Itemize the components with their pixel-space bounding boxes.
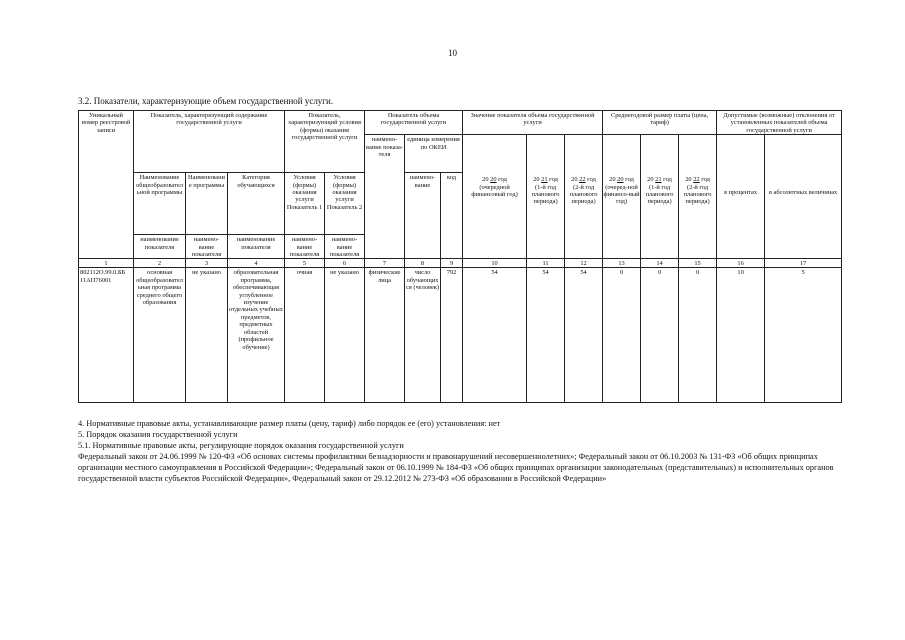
column-number: 11 <box>527 259 565 268</box>
year-col-12: 20 22 год (2-й год планового периода) <box>565 135 603 259</box>
row-fee-1: 0 <box>603 268 641 403</box>
header-volume-group: Показатель объема государственной услуги <box>365 111 463 135</box>
note-item: 4. Нормативные правовые акты, устанавливающие размер платы (цену, тариф) либо порядок ее (его) установления: нет <box>78 419 501 428</box>
row-fee-2: 0 <box>641 268 679 403</box>
row-dev-percent: 10 <box>717 268 765 403</box>
header-unit-code: код <box>441 173 463 259</box>
column-number: 1 <box>79 259 134 268</box>
column-number: 16 <box>717 259 765 268</box>
column-number: 5 <box>285 259 325 268</box>
header-col-program-name: Наименование программы <box>186 173 228 235</box>
notes-section <box>78 418 848 484</box>
header-content-group: Показатель, характеризующий содержание государственной услуги <box>134 111 285 173</box>
column-number: 4 <box>228 259 285 268</box>
header-unit: единица измерения по ОКЕИ <box>405 135 463 173</box>
header-unique-number: Уникальный номер реестровой записи <box>79 111 134 259</box>
table-row <box>79 268 842 403</box>
year-col-11: 20 21 год (1-й год планового периода) <box>527 135 565 259</box>
column-number: 6 <box>325 259 365 268</box>
header-indicator-name: наимено-вание показа-теля <box>365 135 405 259</box>
row-program-name: не указано <box>186 268 228 403</box>
column-number: 10 <box>463 259 527 268</box>
note-item: 5. Порядок оказания государственной услуги <box>78 430 238 439</box>
row-indicator: физические лица <box>365 268 405 403</box>
row-unit-name: число обучающихся (человек) <box>405 268 441 403</box>
row-form2: не указано <box>325 268 365 403</box>
header-dev-absolute: в абсолютных величинах <box>765 135 842 259</box>
year-col-14: 20 21 год (1-й год планового периода) <box>641 135 679 259</box>
header-col-category: Категория обучающихся <box>228 173 285 235</box>
row-unit-code: 792 <box>441 268 463 403</box>
row-category: образовательная программа, обеспечивающая углубленное изучение отдельных учебных предметов, предметных областей (профильное обучение) <box>228 268 285 403</box>
header-volume-value-group: Значение показателя объема государственной услуги <box>463 111 603 135</box>
row-value-2: 54 <box>527 268 565 403</box>
column-number: 17 <box>765 259 842 268</box>
row-form: очная <box>285 268 325 403</box>
page-number: 10 <box>448 48 457 58</box>
column-number: 9 <box>441 259 463 268</box>
header-sub-name-3: наименование показателя <box>228 235 285 259</box>
column-number: 12 <box>565 259 603 268</box>
row-fee-3: 0 <box>679 268 717 403</box>
column-number: 8 <box>405 259 441 268</box>
column-number: 7 <box>365 259 405 268</box>
volume-indicators-table <box>78 110 842 403</box>
row-value-1: 54 <box>463 268 527 403</box>
year-col-10: 20 20 год (очередной финансовый год) <box>463 135 527 259</box>
year-col-15: 20 22 год (2-й год планового периода) <box>679 135 717 259</box>
header-sub-name-1: наименование показателя <box>134 235 186 259</box>
note-item: Федеральный закон от 24.06.1999 № 120-ФЗ «Об основах системы профилактики безнадзорности и правонарушений несовершеннолетних»; Федеральный закон от 06.10.2003 № 131-ФЗ «Об общих принципах организации местного самоуправления в Российской Федерации»; Федеральный закон от 06.10.1999 № 184-ФЗ «Об общих принципах организации законодательных (представительных) и исполнительных органов государственной власти субъектов Российской Федерации», Федеральный закон от 29.12.2012 № 273-ФЗ «Об образовании в Российской Федерации» <box>78 452 834 483</box>
header-conditions-group: Показатель, характеризующий условия (формы) оказания государственной услуги <box>285 111 365 173</box>
row-code: 802112О.99.0.ББ 11АП76001 <box>79 268 134 403</box>
header-dev-percent: в процентах <box>717 135 765 259</box>
header-unit-name: наимено-вание <box>405 173 441 259</box>
row-program: основная общеобразовательная программа среднего общего образования <box>134 268 186 403</box>
header-col-form: Условия (формы) оказания услуги Показатель 1 <box>285 173 325 235</box>
header-deviation-group: Допустимые (возможные) отклонения от установленных показателей объема государственной услуги <box>717 111 842 135</box>
header-sub-name-2: наимено-вание показателя <box>186 235 228 259</box>
header-sub-name-4: наимено-вание показателя <box>285 235 325 259</box>
year-col-13: 20 20 год (очеред-ной финансо-вый год) <box>603 135 641 259</box>
column-number: 15 <box>679 259 717 268</box>
section-title: 3.2. Показатели, характеризующие объем государственной услуги. <box>78 96 334 106</box>
row-dev-absolute: 5 <box>765 268 842 403</box>
header-fee-group: Среднегодовой размер платы (цена, тариф) <box>603 111 717 135</box>
header-col-program: Наименование общеобразовательной программы <box>134 173 186 235</box>
row-value-3: 54 <box>565 268 603 403</box>
column-number: 2 <box>134 259 186 268</box>
header-col-form2: Условия (формы) оказания услуги Показатель 2 <box>325 173 365 235</box>
column-number: 13 <box>603 259 641 268</box>
column-number: 3 <box>186 259 228 268</box>
header-sub-name-5: наимено-вание показателя <box>325 235 365 259</box>
column-number: 14 <box>641 259 679 268</box>
note-item: 5.1. Нормативные правовые акты, регулирующие порядок оказания государственной услуги <box>78 441 404 450</box>
